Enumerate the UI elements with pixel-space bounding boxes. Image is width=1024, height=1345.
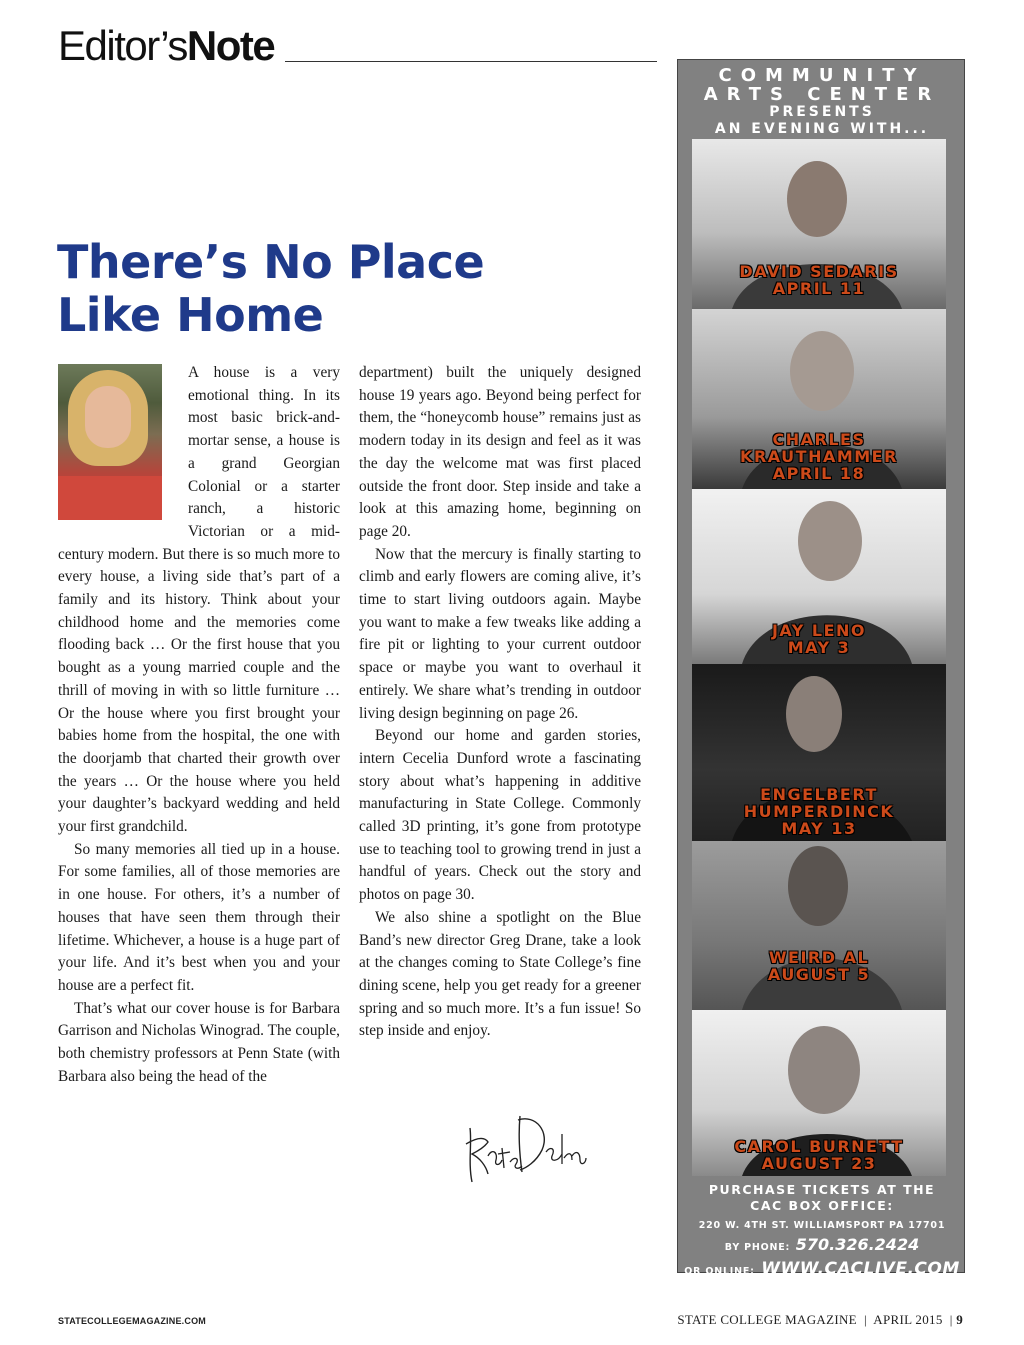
- ad-ticket-info: PURCHASE TICKETS AT THE CAC BOX OFFICE: 220 W. 4TH ST. WILLIAMSPORT PA 17701 BY PHONE: 570.326.2424 OR ONLINE: WWW.CACLIVE.COM: [684, 1182, 960, 1279]
- ad-website-link[interactable]: WWW.CACLIVE.COM: [761, 1259, 960, 1279]
- paragraph: We also shine a spotlight on the Blue Band’s new director Greg Drane, take a look at the changes coming to State College’s fine dining scene, help you get ready for a greener spring and so much more. It’s a fun issue! So step inside and enjoy.: [359, 908, 641, 1040]
- paragraph: So many memories all tied up in a house. For some families, all of those memories are in one house. For others, it’s a number of houses that have seen them through their lifetime. Whichever, a house is a huge part of your life. And it’s best when you and your house are a perfect fit.: [58, 840, 340, 994]
- performer-panel: CAROL BURNETT AUGUST 23: [692, 1010, 946, 1176]
- footer-folio: [677, 1312, 963, 1328]
- footer-website[interactable]: STATECOLLEGEMAGAZINE.COM: [58, 1316, 206, 1326]
- paragraph: department) built the uniquely designed house 19 years ago. Beyond being perfect for them, the “honeycomb house” remains just as modern today in its design and feel as it was the day the welcome mat was first placed outside the front door. Step inside and take a look at this amazing home, beginning on page 20.: [359, 364, 641, 540]
- performer-panel: WEIRD AL AUGUST 5: [692, 841, 946, 1010]
- article-column-2: [359, 362, 641, 1043]
- paragraph: A house is a very emotional thing. In its most basic brick-and-mortar sense, a house is a grand Georgian Colonial or a starter ranch, a historic Victorian or a mid-century modern. But there is so much more to every house, a living side that’s part of a family and its history. Think about your childhood home and the memories come flooding back … Or the first house that you bought as a young married couple and the thrill of moving in with so little furniture … Or the house where you first brought your babies home from the hospital, the one with the doorjamb that charted their growth over the years … Or the house where you held your daughter’s backyard wedding and held your first grandchild.: [58, 364, 340, 836]
- cac-advertisement: [677, 59, 965, 1279]
- section-header-bold: Note: [186, 22, 275, 69]
- ad-heading: COMMUNITY ARTS CENTER PRESENTS AN EVENING WITH...: [703, 65, 941, 137]
- editor-signature: [458, 1108, 588, 1190]
- paragraph: Beyond our home and garden stories, intern Cecelia Dunford wrote a fascinating story about what’s happening in additive manufacturing in State College. Commonly called 3D printing, it’s gone from prototype use to teaching tool to growing trend in just a handful of years. Check out the story and photos on page 30.: [359, 727, 641, 904]
- paragraph: That’s what our cover house is for Barbara Garrison and Nicholas Winograd. The couple, both chemistry professors at Penn State (with Barbara also being the head of the: [58, 999, 340, 1085]
- performer-panel: JAY LENO MAY 3: [692, 489, 946, 664]
- headline-line-2: Like Home: [57, 288, 324, 342]
- headline-line-1: There’s No Place: [57, 235, 485, 289]
- section-header: [58, 22, 274, 70]
- article-headline: [57, 236, 577, 342]
- article-column-1: [58, 362, 340, 1089]
- performer-panel: ENGELBERT HUMPERDINCK MAY 13: [692, 664, 946, 841]
- performer-panel: DAVID SEDARIS APRIL 11: [692, 139, 946, 309]
- page-number: 9: [956, 1312, 963, 1327]
- performer-panel: CHARLES KRAUTHAMMER APRIL 18: [692, 309, 946, 489]
- paragraph: Now that the mercury is finally starting to climb and early flowers are coming alive, it’s time to start living outdoors again. Maybe you want to make a few tweaks like adding a fire pit or lighting to your current outdoor space or maybe you want to overhaul it entirely. We share what’s trending in outdoor living design beginning on page 26.: [359, 545, 641, 722]
- header-divider: [285, 61, 657, 62]
- section-header-light: Editor’s: [58, 22, 187, 69]
- ad-phone: 570.326.2424: [795, 1235, 920, 1254]
- footer-publication: STATE COLLEGE MAGAZINE | APRIL 2015 |: [677, 1312, 953, 1327]
